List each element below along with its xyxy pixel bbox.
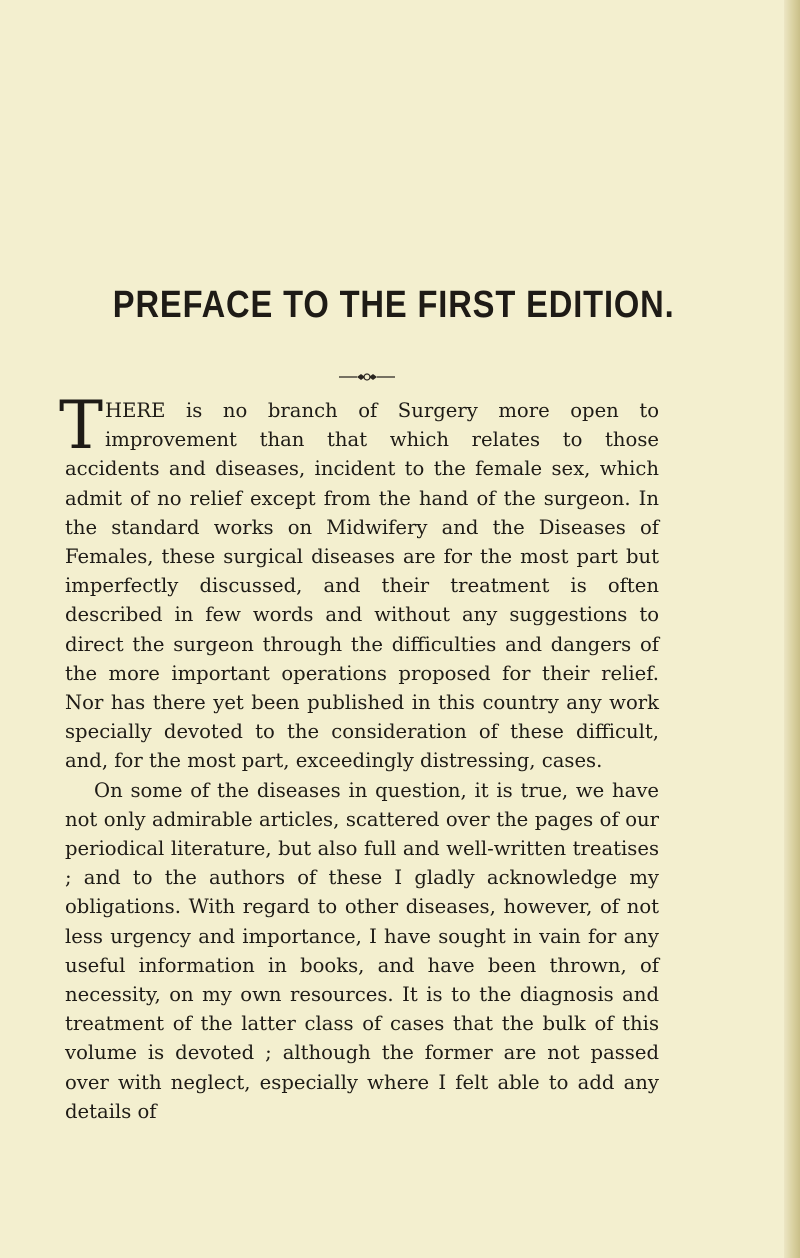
page-edge <box>784 0 800 1258</box>
paragraph-1 <box>59 387 659 776</box>
page-title: PREFACE TO THE FIRST EDITION. <box>112 284 675 326</box>
paragraph-1-text: HERE is no branch of Surgery more open to improvement than that which relates to those accidents and diseases, incident to the female sex, which admit of no relief except from the hand of the surgeon. In the standard works on Midwifery and the Diseases of Females, these surgical diseases are for the most part but imperfectly discussed, and their treatment is often described in few words and without any suggestions to direct the surgeon through the difficulties and dangers of the more important operations proposed for their relief. Nor has there yet been published in this country any work specially devoted to the consideration of these difficult, and, for the most part, exceedingly distressing, cases. <box>65 399 659 773</box>
drop-cap: T <box>59 387 104 464</box>
decorative-rule-icon <box>339 370 395 384</box>
paragraph-2: On some of the diseases in question, it is true, we have not only admirable articles, scattered over the pages of our periodical literature, but also full and well-written treatises ; and to the authors of these I gladly acknowledge my obligations. With regard to other diseases, however, of not less urgency and importance, I have sought in vain for any useful information in books, and have been thrown, of necessity, on my own resources. It is to the diagnosis and treatment of the latter class of cases that the bulk of this volume is devoted ; although the former are not passed over with neglect, especially where I felt able to add any details of <box>65 778 659 1123</box>
preface-body <box>59 387 659 1126</box>
